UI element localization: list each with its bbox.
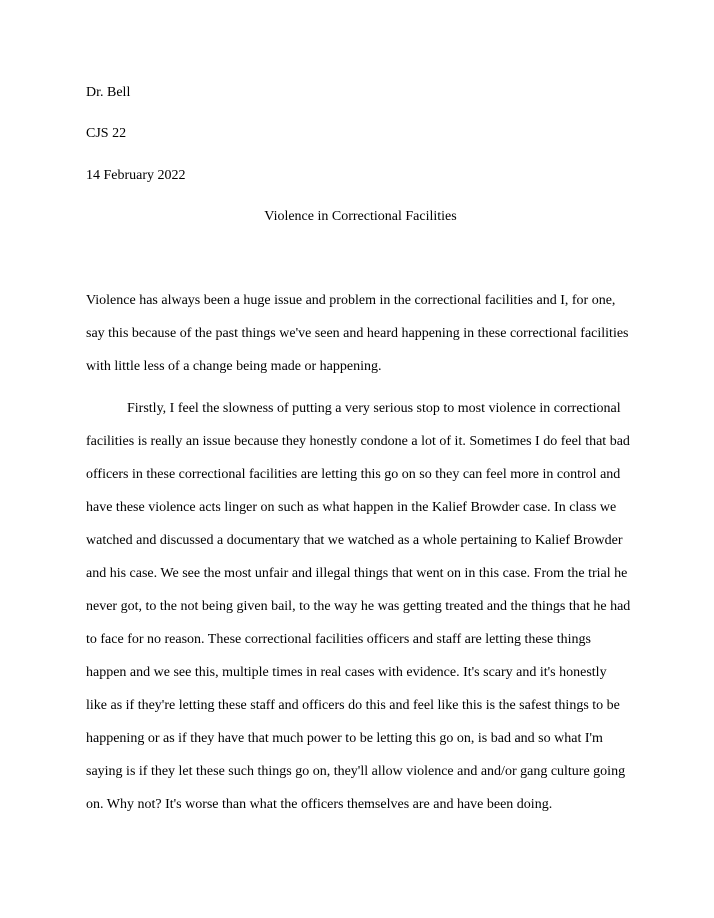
- text-line: facilities is really an issue because they honestly condone a lot of it. Sometimes I do feel that bad: [86, 434, 630, 449]
- text-line: happen and we see this, multiple times in real cases with evidence. It's scary and it's honestly: [86, 665, 607, 680]
- course-code: CJS 22: [86, 126, 127, 141]
- text-line: Firstly, I feel the slowness of putting a very serious stop to most violence in correctional: [127, 401, 621, 416]
- text-line: and his case. We see the most unfair and illegal things that went on in this case. From the trial he: [86, 566, 628, 581]
- paragraph-1: [86, 284, 635, 383]
- text-line: like as if they're letting these staff and officers do this and feel like this is the safest things to be: [86, 698, 620, 713]
- text-line: to face for no reason. These correctional facilities officers and staff are letting these things: [86, 632, 591, 647]
- text-line: never got, to the not being given bail, to the way he was getting treated and the things that he had: [86, 599, 631, 614]
- text-line: happening or as if they have that much power to be letting this go on, is bad and so what I'm: [86, 731, 603, 746]
- text-line: Violence has always been a huge issue and problem in the correctional facilities and I, for one,: [86, 293, 616, 308]
- text-line: say this because of the past things we've seen and heard happening in these correctional facilities: [86, 326, 629, 341]
- text-line: officers in these correctional facilities are letting this go on so they can feel more in control and: [86, 467, 621, 482]
- text-line: watched and discussed a documentary that we watched as a whole pertaining to Kalief Browder: [86, 533, 623, 548]
- paragraph-2: [86, 392, 635, 821]
- text-line: saying is if they let these such things go on, they'll allow violence and and/or gang culture going: [86, 764, 626, 779]
- text-line: on. Why not? It's worse than what the officers themselves are and have been doing.: [86, 797, 553, 812]
- text-line: with little less of a change being made or happening.: [86, 359, 382, 374]
- instructor-name: Dr. Bell: [86, 85, 131, 100]
- document-date: 14 February 2022: [86, 168, 186, 183]
- text-line: have these violence acts linger on such as what happen in the Kalief Browder case. In class we: [86, 500, 617, 515]
- essay-title: Violence in Correctional Facilities: [264, 209, 457, 224]
